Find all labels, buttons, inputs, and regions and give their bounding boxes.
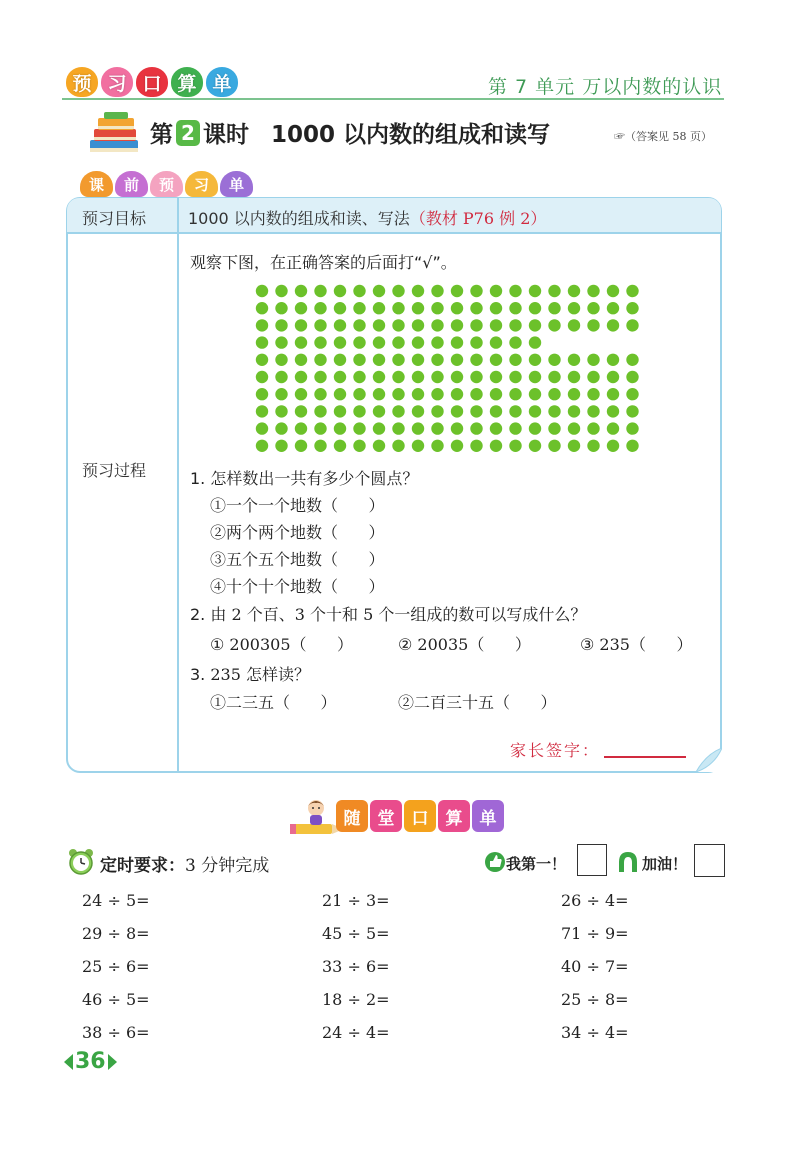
dot xyxy=(568,422,580,434)
calc-problem[interactable]: 46 ÷ 5= xyxy=(82,990,150,1009)
dot xyxy=(412,422,424,434)
dot xyxy=(314,405,326,417)
dot xyxy=(256,405,268,417)
question-2 xyxy=(190,602,586,625)
dot xyxy=(470,388,482,400)
dot xyxy=(529,285,541,297)
in-class-badge: 堂 xyxy=(370,800,402,832)
dot xyxy=(509,285,521,297)
header-badge: 口 xyxy=(136,67,168,97)
dot xyxy=(275,336,287,348)
q2-option[interactable]: ③ 235（ ） xyxy=(580,635,693,654)
dot xyxy=(256,302,268,314)
dot xyxy=(353,285,365,297)
lesson-mid: 课时 xyxy=(203,122,249,148)
dot xyxy=(295,440,307,452)
dot xyxy=(256,354,268,366)
dot xyxy=(275,388,287,400)
dot xyxy=(431,422,443,434)
calc-problem[interactable]: 25 ÷ 8= xyxy=(561,990,629,1009)
question-text: 235 怎样读？ xyxy=(210,665,310,684)
dot xyxy=(373,354,385,366)
dot xyxy=(353,388,365,400)
dot xyxy=(373,440,385,452)
lesson-name: 1000 以内数的组成和读写 xyxy=(271,122,551,148)
cheer-icon xyxy=(618,851,638,873)
dot xyxy=(353,422,365,434)
dot xyxy=(470,422,482,434)
dot xyxy=(314,371,326,383)
dot xyxy=(509,371,521,383)
dot xyxy=(275,405,287,417)
dot xyxy=(412,371,424,383)
calc-problem[interactable]: 40 ÷ 7= xyxy=(561,957,629,976)
dot xyxy=(353,302,365,314)
calc-problem[interactable]: 71 ÷ 9= xyxy=(561,924,629,943)
question-number: 2. xyxy=(190,605,206,624)
dot xyxy=(587,440,599,452)
dot xyxy=(587,285,599,297)
in-class-badge: 算 xyxy=(438,800,470,832)
in-class-badges xyxy=(336,800,504,832)
dot xyxy=(275,319,287,331)
dot xyxy=(548,319,560,331)
dot xyxy=(353,405,365,417)
dot xyxy=(470,319,482,331)
dot xyxy=(490,302,502,314)
dot xyxy=(275,422,287,434)
goal-text xyxy=(188,206,546,229)
header-title-badges xyxy=(66,67,238,97)
dot xyxy=(334,319,346,331)
q1-option[interactable]: ②两个两个地数（ ） xyxy=(210,523,385,542)
dot xyxy=(568,388,580,400)
dot xyxy=(509,354,521,366)
header-badge: 习 xyxy=(101,67,133,97)
dot xyxy=(295,336,307,348)
dot xyxy=(529,388,541,400)
dot xyxy=(295,371,307,383)
dot xyxy=(626,354,638,366)
dot xyxy=(451,422,463,434)
dot xyxy=(392,371,404,383)
calc-problem[interactable]: 18 ÷ 2= xyxy=(322,990,390,1009)
dot xyxy=(451,388,463,400)
dot xyxy=(256,336,268,348)
q2-option[interactable]: ② 20035（ ） xyxy=(398,635,531,654)
dot xyxy=(256,319,268,331)
dot xyxy=(568,440,580,452)
dot xyxy=(431,336,443,348)
goal-label: 预习目标 xyxy=(82,209,147,228)
pre-study-badge: 单 xyxy=(220,171,253,197)
dot xyxy=(431,319,443,331)
q2-option[interactable]: ① 200305（ ） xyxy=(210,635,354,654)
dot xyxy=(431,302,443,314)
dot xyxy=(334,388,346,400)
calc-problem[interactable]: 24 ÷ 4= xyxy=(322,1023,390,1042)
dot xyxy=(607,440,619,452)
dot xyxy=(392,354,404,366)
timer-requirement xyxy=(100,851,269,876)
dot xyxy=(295,388,307,400)
dot xyxy=(431,388,443,400)
dot xyxy=(490,388,502,400)
unit-title: 第 7 单元 万以内数的认识 xyxy=(488,76,723,98)
dot xyxy=(392,422,404,434)
dot xyxy=(587,405,599,417)
pre-study-badge: 习 xyxy=(185,171,218,197)
dot xyxy=(256,422,268,434)
dot xyxy=(626,440,638,452)
dot xyxy=(314,422,326,434)
dot xyxy=(314,354,326,366)
dot xyxy=(256,388,268,400)
dot xyxy=(451,405,463,417)
dot xyxy=(451,319,463,331)
dot xyxy=(490,422,502,434)
dot xyxy=(431,354,443,366)
cheer-checkbox[interactable] xyxy=(694,844,725,877)
dot xyxy=(626,285,638,297)
dot xyxy=(470,354,482,366)
dot xyxy=(392,405,404,417)
dot xyxy=(607,422,619,434)
question-number: 1. xyxy=(190,469,206,488)
question-3 xyxy=(190,662,310,685)
page-prev-arrow-icon xyxy=(64,1054,73,1070)
thumbs-up-icon xyxy=(484,851,506,873)
dot xyxy=(607,285,619,297)
dot xyxy=(548,302,560,314)
header-divider xyxy=(62,98,724,100)
in-class-badge: 随 xyxy=(336,800,368,832)
dot xyxy=(568,371,580,383)
dot xyxy=(607,354,619,366)
calc-problem[interactable]: 29 ÷ 8= xyxy=(82,924,150,943)
dot xyxy=(275,440,287,452)
dot xyxy=(568,319,580,331)
dot xyxy=(392,302,404,314)
dot xyxy=(412,388,424,400)
dot xyxy=(607,405,619,417)
dot xyxy=(490,354,502,366)
page-number-value: 36 xyxy=(75,1049,106,1074)
in-class-badge: 单 xyxy=(472,800,504,832)
dot xyxy=(295,285,307,297)
dot xyxy=(392,388,404,400)
dot xyxy=(568,302,580,314)
dot xyxy=(529,422,541,434)
dot xyxy=(275,371,287,383)
dot xyxy=(529,319,541,331)
dot xyxy=(451,440,463,452)
pre-study-badge: 课 xyxy=(80,171,113,197)
dot xyxy=(373,405,385,417)
calc-problem[interactable]: 45 ÷ 5= xyxy=(322,924,390,943)
dot xyxy=(470,302,482,314)
dot xyxy=(373,285,385,297)
dot xyxy=(334,354,346,366)
dot xyxy=(256,285,268,297)
dot xyxy=(509,440,521,452)
dot xyxy=(431,371,443,383)
dot xyxy=(412,336,424,348)
dot xyxy=(353,319,365,331)
q3-option[interactable]: ②二百三十五（ ） xyxy=(398,693,557,712)
dot xyxy=(451,302,463,314)
q1-option[interactable]: ③五个五个地数（ ） xyxy=(210,550,385,569)
dot xyxy=(509,336,521,348)
dot xyxy=(587,422,599,434)
dot xyxy=(314,388,326,400)
table-column-divider xyxy=(177,198,179,772)
dot xyxy=(295,319,307,331)
q1-option[interactable]: ④十个十个地数（ ） xyxy=(210,577,385,596)
dot xyxy=(587,371,599,383)
cheer-label: 加油！ xyxy=(642,855,688,873)
books-icon xyxy=(86,110,142,158)
dot xyxy=(529,302,541,314)
dot xyxy=(275,354,287,366)
calc-problem[interactable]: 24 ÷ 5= xyxy=(82,891,150,910)
goal-description: 1000 以内数的组成和读、写法 xyxy=(188,209,410,228)
dot xyxy=(607,371,619,383)
dot xyxy=(529,371,541,383)
textbook-reference: （教材 P76 例 2） xyxy=(409,209,547,228)
dot xyxy=(490,405,502,417)
first-place-checkbox[interactable] xyxy=(577,844,607,876)
dot xyxy=(548,422,560,434)
dot xyxy=(256,371,268,383)
dot xyxy=(451,285,463,297)
dot xyxy=(626,422,638,434)
dot xyxy=(607,302,619,314)
dot xyxy=(626,388,638,400)
dot xyxy=(373,319,385,331)
dot xyxy=(529,336,541,348)
dot xyxy=(334,285,346,297)
dot xyxy=(392,440,404,452)
question-text: 怎样数出一共有多少个圆点？ xyxy=(210,469,419,488)
page-next-arrow-icon xyxy=(108,1054,117,1070)
dot xyxy=(548,371,560,383)
header-badge: 算 xyxy=(171,67,203,97)
header-badge: 单 xyxy=(206,67,238,97)
dot xyxy=(295,354,307,366)
dot xyxy=(509,388,521,400)
dot xyxy=(490,440,502,452)
q1-option[interactable]: ①一个一个地数（ ） xyxy=(210,496,385,515)
dot xyxy=(470,371,482,383)
dot xyxy=(548,285,560,297)
dot xyxy=(587,388,599,400)
dot xyxy=(256,440,268,452)
dot xyxy=(353,371,365,383)
dot xyxy=(451,371,463,383)
lesson-prefix: 第 xyxy=(150,122,173,148)
dot xyxy=(392,285,404,297)
dot xyxy=(529,405,541,417)
dot xyxy=(431,440,443,452)
observe-instruction: 观察下图，在正确答案的后面打“√”。 xyxy=(190,253,457,272)
calc-problem[interactable]: 33 ÷ 6= xyxy=(322,957,390,976)
parent-signature-label: 家长签字： xyxy=(510,741,601,760)
dot xyxy=(451,354,463,366)
calc-problem[interactable]: 25 ÷ 6= xyxy=(82,957,150,976)
dot xyxy=(568,354,580,366)
dot xyxy=(295,405,307,417)
question-number: 3. xyxy=(190,665,206,684)
dot xyxy=(626,302,638,314)
calc-problem[interactable]: 38 ÷ 6= xyxy=(82,1023,150,1042)
dot xyxy=(275,302,287,314)
dot xyxy=(412,440,424,452)
dot xyxy=(490,319,502,331)
dot xyxy=(490,336,502,348)
dot xyxy=(587,319,599,331)
dot xyxy=(275,285,287,297)
dot xyxy=(373,371,385,383)
dot xyxy=(334,336,346,348)
dot xyxy=(373,302,385,314)
dot xyxy=(295,422,307,434)
dot-grid xyxy=(250,280,650,460)
timer-value: 3 分钟完成 xyxy=(185,856,270,876)
dot xyxy=(334,440,346,452)
pre-study-badges xyxy=(80,171,253,197)
dot xyxy=(529,440,541,452)
calc-problem[interactable]: 21 ÷ 3= xyxy=(322,891,390,910)
header-badge: 预 xyxy=(66,67,98,97)
dot xyxy=(412,302,424,314)
dot xyxy=(334,302,346,314)
dot xyxy=(548,354,560,366)
dot xyxy=(412,405,424,417)
dot xyxy=(509,405,521,417)
first-place-label: 我第一！ xyxy=(506,855,567,873)
alarm-clock-icon xyxy=(68,848,94,876)
page-number xyxy=(64,1049,117,1074)
dot xyxy=(353,354,365,366)
page-curl-icon xyxy=(696,748,722,772)
dot xyxy=(548,440,560,452)
dot xyxy=(490,371,502,383)
dot xyxy=(548,388,560,400)
dot xyxy=(314,302,326,314)
answer-reference: ☞（答案见 58 页） xyxy=(614,130,712,143)
dot xyxy=(392,336,404,348)
dot xyxy=(314,440,326,452)
dot xyxy=(314,285,326,297)
in-class-badge: 口 xyxy=(404,800,436,832)
dot xyxy=(412,285,424,297)
dot xyxy=(373,422,385,434)
dot xyxy=(334,422,346,434)
dot xyxy=(470,285,482,297)
dot xyxy=(373,336,385,348)
dot xyxy=(295,302,307,314)
dot xyxy=(626,319,638,331)
dot xyxy=(353,440,365,452)
dot xyxy=(587,354,599,366)
dot xyxy=(373,388,385,400)
dot xyxy=(626,405,638,417)
dot xyxy=(334,371,346,383)
dot xyxy=(353,336,365,348)
dot xyxy=(412,319,424,331)
dot xyxy=(568,285,580,297)
dot xyxy=(509,319,521,331)
dot xyxy=(431,285,443,297)
q3-option[interactable]: ①二三五（ ） xyxy=(210,693,337,712)
lesson-number: 2 xyxy=(176,120,200,146)
dot xyxy=(607,319,619,331)
process-label: 预习过程 xyxy=(82,461,147,480)
dot xyxy=(509,422,521,434)
dot xyxy=(314,319,326,331)
dot xyxy=(548,405,560,417)
question-1 xyxy=(190,466,418,489)
calc-problem[interactable]: 26 ÷ 4= xyxy=(561,891,629,910)
lesson-title xyxy=(150,116,550,149)
dot xyxy=(626,371,638,383)
dot xyxy=(490,285,502,297)
signature-line[interactable] xyxy=(604,756,686,758)
dot xyxy=(607,388,619,400)
dot xyxy=(470,440,482,452)
dot xyxy=(470,336,482,348)
dot xyxy=(529,354,541,366)
dot xyxy=(412,354,424,366)
dot xyxy=(392,319,404,331)
dot xyxy=(587,302,599,314)
dot xyxy=(509,302,521,314)
dot xyxy=(451,336,463,348)
pre-study-badge: 前 xyxy=(115,171,148,197)
dot xyxy=(470,405,482,417)
dot xyxy=(431,405,443,417)
dot xyxy=(568,405,580,417)
dot xyxy=(334,405,346,417)
dot xyxy=(314,336,326,348)
calc-problem[interactable]: 34 ÷ 4= xyxy=(561,1023,629,1042)
pre-study-badge: 预 xyxy=(150,171,183,197)
question-text: 由 2 个百、3 个十和 5 个一组成的数可以写成什么？ xyxy=(210,605,587,624)
timer-label: 定时要求： xyxy=(100,856,185,876)
